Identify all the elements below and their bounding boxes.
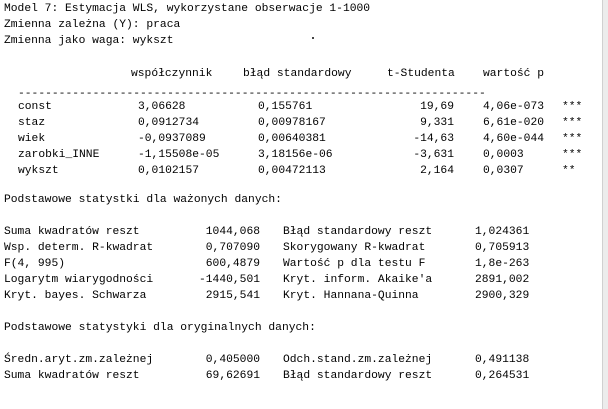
stat-label: Odch.stand.zm.zależnej <box>283 354 433 366</box>
std-error-value: 3,18156e-06 <box>258 149 333 161</box>
significance-stars: ** <box>562 165 576 177</box>
stat-value: 1,8e-263 <box>475 258 530 270</box>
significance-stars: *** <box>562 117 583 129</box>
stray-dot <box>312 37 314 39</box>
p-value: 6,61e-020 <box>483 117 545 129</box>
stat-label: Kryt. Hannana-Quinna <box>283 290 419 302</box>
t-stat-value: -3,631 <box>413 149 454 161</box>
t-stat-value: -14,63 <box>413 133 454 145</box>
stat-value: 2915,541 <box>205 290 260 302</box>
stat-label: Suma kwadratów reszt <box>4 370 140 382</box>
stat-value: 0,405000 <box>205 354 260 366</box>
stat-value: 2891,002 <box>475 274 530 286</box>
col-header-std-error: błąd standardowy <box>243 68 352 80</box>
original-stats-title: Podstawowe statystyki dla oryginalnych danych: <box>4 322 316 334</box>
weight-variable-line: Zmienna jako waga: wykszt <box>4 35 174 47</box>
std-error-value: 0,00978167 <box>258 117 326 129</box>
stat-value: 0,264531 <box>475 370 530 382</box>
stat-value: -1440,501 <box>198 274 260 286</box>
stat-label: F(4, 995) <box>4 258 66 270</box>
significance-stars: *** <box>562 101 583 113</box>
stat-label: Błąd standardowy reszt <box>283 370 433 382</box>
variable-name: wiek <box>18 133 46 145</box>
p-value: 4,60e-044 <box>483 133 545 145</box>
col-header-p-value: wartość p <box>483 68 545 80</box>
stat-label: Skorygowany R-kwadrat <box>283 242 426 254</box>
significance-stars: *** <box>562 133 583 145</box>
col-header-t-stat: t-Studenta <box>387 68 455 80</box>
stat-label: Średn.aryt.zm.zależnej <box>4 354 154 366</box>
significance-stars: *** <box>562 149 583 161</box>
stat-value: 2900,329 <box>475 290 530 302</box>
stat-value: 1044,068 <box>205 226 260 238</box>
p-value: 4,06e-073 <box>483 101 545 113</box>
stat-label: Suma kwadratów reszt <box>4 226 140 238</box>
p-value: 0,0003 <box>483 149 524 161</box>
variable-name: staz <box>18 117 46 129</box>
scrollbar-edge[interactable] <box>602 0 608 409</box>
weighted-stats-title: Podstawowe statystki dla ważonych danych: <box>4 194 282 206</box>
variable-name: wykszt <box>18 165 59 177</box>
std-error-value: 0,00640381 <box>258 133 326 145</box>
stat-label: Wsp. determ. R-kwadrat <box>4 242 154 254</box>
stat-value: 1,024361 <box>475 226 530 238</box>
variable-name: const <box>18 101 52 113</box>
coefficient-value: 0,0912734 <box>138 117 200 129</box>
t-stat-value: 2,164 <box>420 165 454 177</box>
table-separator: --------------------------------------------------------------------- <box>18 88 486 100</box>
stat-label: Wartość p dla testu F <box>283 258 426 270</box>
std-error-value: 0,00472113 <box>258 165 326 177</box>
stat-label: Kryt. bayes. Schwarza <box>4 290 147 302</box>
std-error-value: 0,155761 <box>258 101 313 113</box>
stat-label: Kryt. inform. Akaike'a <box>283 274 433 286</box>
dependent-variable-line: Zmienna zależna (Y): praca <box>4 19 181 31</box>
stat-value: 0,491138 <box>475 354 530 366</box>
t-stat-value: 19,69 <box>420 101 454 113</box>
stat-label: Logarytm wiarygodności <box>4 274 154 286</box>
coefficient-value: 0,0102157 <box>138 165 200 177</box>
coefficient-value: -0,0937089 <box>138 133 206 145</box>
coefficient-value: 3,06628 <box>138 101 186 113</box>
stat-value: 0,707090 <box>205 242 260 254</box>
col-header-coefficient: współczynnik <box>131 68 213 80</box>
model-title: Model 7: Estymacja WLS, wykorzystane obserwacje 1-1000 <box>4 3 371 15</box>
p-value: 0,0307 <box>483 165 524 177</box>
stat-value: 0,705913 <box>475 242 530 254</box>
stat-value: 69,62691 <box>205 370 260 382</box>
coefficient-value: -1,15508e-05 <box>138 149 220 161</box>
stat-value: 600,4879 <box>205 258 260 270</box>
variable-name: zarobki_INNE <box>18 149 100 161</box>
t-stat-value: 9,331 <box>420 117 454 129</box>
stat-label: Błąd standardowy reszt <box>283 226 433 238</box>
